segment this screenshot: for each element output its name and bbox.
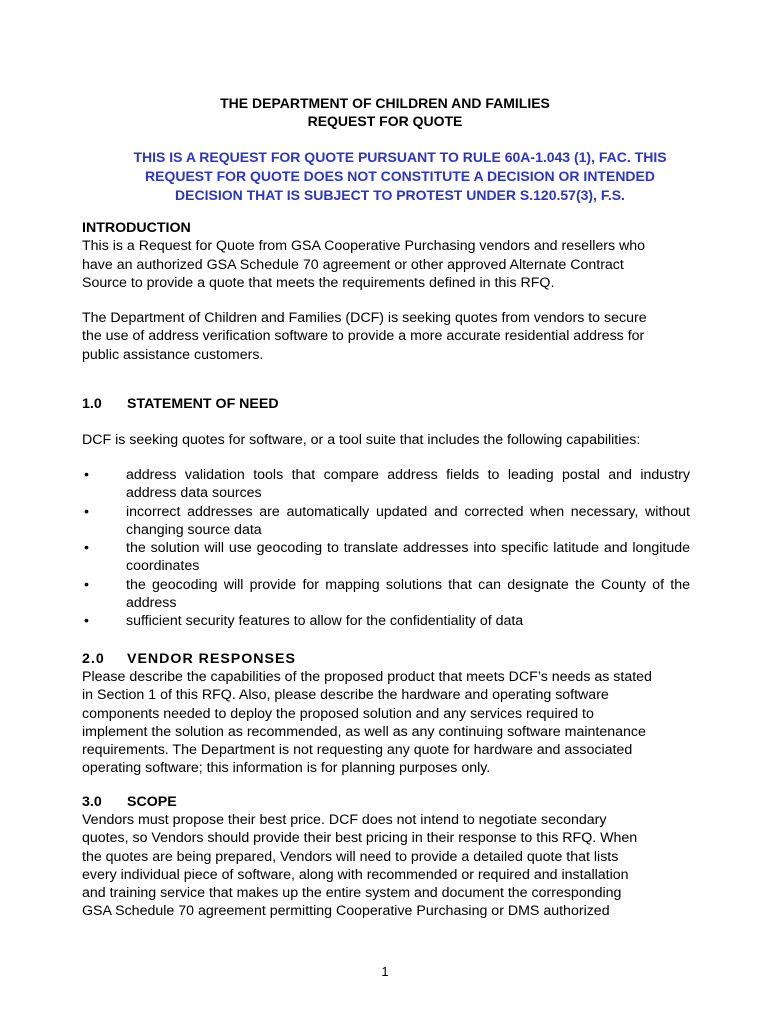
list-item (82, 576, 690, 613)
list-item-text: incorrect addresses are automatically updated and corrected when necessary, without changing source data (126, 503, 690, 538)
list-item-text: the geocoding will provide for mapping solutions that can designate the County of the address (126, 576, 690, 612)
notice-line-3: DECISION THAT IS SUBJECT TO PROTEST UNDER S.120.57(3), F.S. (175, 187, 625, 203)
bullet-icon: • (84, 576, 89, 593)
document-title (0, 94, 770, 130)
list-item-text: address validation tools that compare address fields to leading postal and industry address data sources (126, 467, 690, 502)
bullet-icon: • (84, 467, 89, 483)
list-item (82, 539, 690, 576)
intro-p2-line: public assistance customers. (82, 346, 264, 363)
section-3-line: Vendors must propose their best price. DCF does not intend to negotiate secondary (82, 812, 607, 828)
introduction-heading: INTRODUCTION (82, 220, 191, 236)
section-number: 2.0 (82, 651, 105, 667)
bullet-icon: • (84, 613, 89, 630)
title-line-1: THE DEPARTMENT OF CHILDREN AND FAMILIES (220, 95, 550, 111)
section-3-line: the quotes are being prepared, Vendors will need to provide a detailed quote that lists (82, 848, 619, 865)
list-item-text: sufficient security features to allow for the confidentiality of data (126, 613, 524, 630)
page-number: 1 (381, 964, 389, 979)
section-title: VENDOR RESPONSES (127, 651, 296, 667)
intro-paragraph-1 (82, 237, 690, 292)
list-item (82, 503, 690, 540)
bullet-icon: • (84, 540, 89, 557)
introduction-section (82, 219, 690, 292)
intro-p1-line: Source to provide a quote that meets the requirements defined in this RFQ. (82, 274, 555, 291)
section-1-intro: DCF is seeking quotes for software, or a tool suite that includes the following capabilities: (82, 432, 641, 448)
section-1-heading (82, 395, 279, 413)
section-3-line: every individual piece of software, along with recommended or required and installation (82, 866, 629, 883)
list-item-text: the solution will use geocoding to translate addresses into specific latitude and longitude coordinates (126, 540, 690, 575)
section-2-heading (82, 650, 296, 668)
section-2-line: operating software; this information is for planning purposes only. (82, 760, 491, 777)
section-2-line: implement the solution as recommended, as well as any continuing software maintenance (82, 723, 646, 740)
section-2-line: in Section 1 of this RFQ. Also, please describe the hardware and operating software (82, 687, 609, 704)
notice-line-1: THIS IS A REQUEST FOR QUOTE PURSUANT TO RULE 60A-1.043 (1), FAC. THIS (133, 149, 667, 165)
section-title: SCOPE (127, 794, 177, 810)
section-3-line: quotes, so Vendors should provide their best pricing in their response to this RFQ. When (82, 830, 638, 847)
intro-p2-line: the use of address verification software to provide a more accurate residential address for (82, 328, 645, 345)
section-number: 3.0 (82, 794, 102, 810)
intro-p1-line: have an authorized GSA Schedule 70 agreement or other approved Alternate Contract (82, 256, 624, 273)
protest-notice (100, 148, 700, 205)
section-2-line: requirements. The Department is not requesting any quote for hardware and associated (82, 742, 633, 759)
section-2-line: Please describe the capabilities of the proposed product that meets DCF’s needs as stated (82, 669, 652, 685)
intro-p1-line: This is a Request for Quote from GSA Cooperative Purchasing vendors and resellers who (82, 238, 646, 255)
section-2-body (82, 668, 690, 778)
bullet-icon: • (84, 503, 89, 520)
section-3-heading (82, 793, 177, 811)
section-2-line: components needed to deploy the proposed solution and any services required to (82, 705, 594, 722)
capabilities-list (82, 466, 690, 631)
section-number: 1.0 (82, 396, 102, 412)
intro-p2-line: The Department of Children and Families (DCF) is seeking quotes from vendors to secure (82, 310, 647, 326)
intro-paragraph-2 (82, 309, 690, 364)
section-3-body (82, 811, 690, 921)
notice-line-2: REQUEST FOR QUOTE DOES NOT CONSTITUTE A DECISION OR INTENDED (145, 168, 655, 184)
section-3-line: and training service that makes up the entire system and document the corresponding (82, 885, 622, 902)
section-title: STATEMENT OF NEED (127, 396, 279, 412)
list-item (82, 612, 690, 630)
list-item (82, 466, 690, 503)
section-3-line: GSA Schedule 70 agreement permitting Cooperative Purchasing or DMS authorized (82, 903, 610, 920)
title-line-2: REQUEST FOR QUOTE (307, 113, 463, 129)
